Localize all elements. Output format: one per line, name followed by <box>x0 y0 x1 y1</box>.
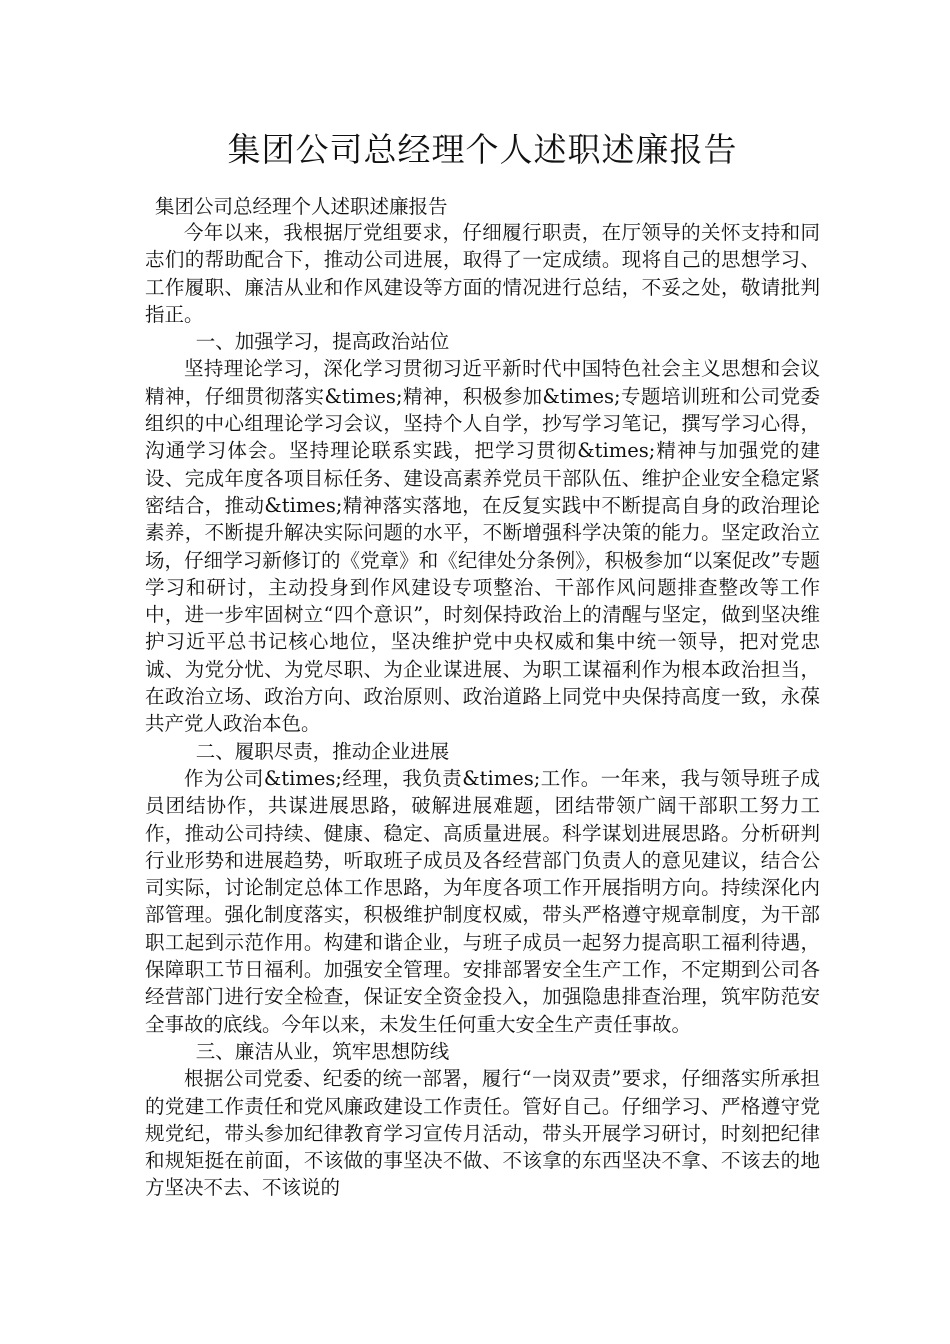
section-heading-3: 三、廉洁从业，筑牢思想防线 <box>195 1039 450 1063</box>
document-page <box>145 128 820 1202</box>
section-2-paragraph: 作为公司&times;经理，我负责&times;工作。一年来，我与领导班子成员团结协作，共谋进展思路，破解进展难题，团结带领广阔干部职工努力工作，推动公司持续、健康、稳定、高质量进展。科学谋划进展思路。分析研判行业形势和进展趋势，听取班子成员及各经营部门负责人的意见建议，结合公司实际，讨论制定总体工作思路，为年度各项工作开展指明方向。持续深化内部管理。强化制度落实，积极维护制度权威，带头严格遵守规章制度，为干部职工起到示范作用。构建和谐企业，与班子成员一起努力提高职工福利待遇，保障职工节日福利。加强安全管理。安排部署安全生产工作，不定期到公司各经营部门进行安全检查，保证安全资金投入，加强隐患排查治理，筑牢防范安全事故的底线。今年以来，未发生任何重大安全生产责任事故。 <box>145 766 820 1036</box>
document-body <box>145 219 820 1202</box>
intro-paragraph: 今年以来，我根据厅党组要求，仔细履行职责，在厅领导的关怀支持和同志们的帮助配合下，推动公司进展，取得了一定成绩。现将自己的思想学习、工作履职、廉洁从业和作风建设等方面的情况进行总结，不妥之处，敬请批判指正。 <box>145 221 820 326</box>
section-heading-1: 一、加强学习，提高政治站位 <box>195 330 450 354</box>
document-title: 集团公司总经理个人述职述廉报告 <box>227 130 738 169</box>
section-3-paragraph: 根据公司党委、纪委的统一部署，履行“一岗双责”要求，仔细落实所承担的党建工作责任和党风廉政建设工作责任。管好自己。仔细学习、严格遵守党规党纪，带头参加纪律教育学习宣传月活动，带头开展学习研讨，时刻把纪律和规矩挺在前面，不该做的事坚决不做、不该拿的东西坚决不拿、不该去的地方坚决不去、不该说的 <box>145 1067 820 1200</box>
document-subtitle: 集团公司总经理个人述职述廉报告 <box>155 195 448 218</box>
section-heading-2: 二、履职尽责，推动企业进展 <box>195 739 450 763</box>
section-1-paragraph: 坚持理论学习，深化学习贯彻习近平新时代中国特色社会主义思想和会议精神，仔细贯彻落实&times;精神，积极参加&times;专题培训班和公司党委组织的中心组理论学习会议，坚持个人自学，抄写学习笔记，撰写学习心得，沟通学习体会。坚持理论联系实践，把学习贯彻&times;精神与加强党的建设、完成年度各项目标任务、建设高素养党员干部队伍、维护企业安全稳定紧密结合，推动&times;精神落实落地，在反复实践中不断提高自身的政治理论素养，不断提升解决实际问题的水平，不断增强科学决策的能力。坚定政治立场，仔细学习新修订的《党章》和《纪律处分条例》，积极参加“以案促改”专题学习和研讨，主动投身到作风建设专项整治、干部作风问题排查整改等工作中，进一步牢固树立“四个意识”，时刻保持政治上的清醒与坚定，做到坚决维护习近平总书记核心地位，坚决维护党中央权威和集中统一领导，把对党忠诚、为党分忧、为党尽职、为企业谋进展、为职工谋福利作为根本政治担当，在政治立场、政治方向、政治原则、政治道路上同党中央保持高度一致，永葆共产党人政治本色。 <box>145 357 820 736</box>
